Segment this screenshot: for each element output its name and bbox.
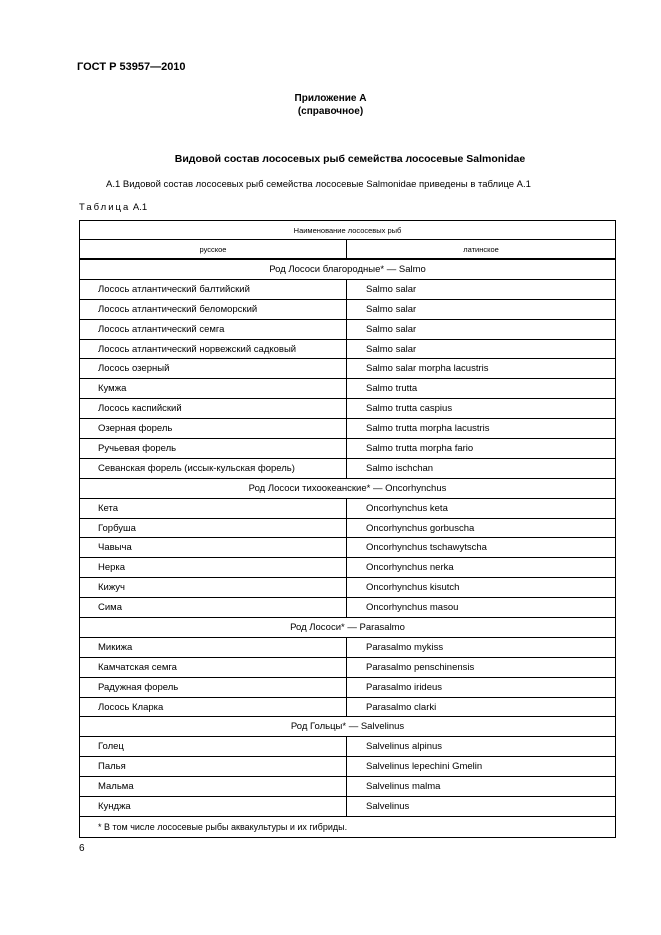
table-row bbox=[80, 458, 616, 478]
group-row bbox=[80, 478, 616, 498]
latin-name-cell: Oncorhynchus keta bbox=[347, 498, 616, 518]
russian-name-cell: Мальма bbox=[80, 777, 347, 797]
latin-name-cell: Salmo trutta caspius bbox=[347, 399, 616, 419]
footnote-row bbox=[80, 816, 616, 837]
table-row bbox=[80, 319, 616, 339]
latin-name-cell: Oncorhynchus gorbuscha bbox=[347, 518, 616, 538]
russian-name-cell: Лосось озерный bbox=[80, 359, 347, 379]
table-row bbox=[80, 399, 616, 419]
russian-name-cell: Озерная форель bbox=[80, 419, 347, 439]
section-title: Видовой состав лососевых рыб семейства лососевые Salmonidae bbox=[174, 153, 526, 165]
column-header-russian: русское bbox=[80, 240, 347, 260]
latin-name-cell: Salmo trutta bbox=[347, 379, 616, 399]
russian-name-cell: Камчатская семга bbox=[80, 657, 347, 677]
table-row bbox=[80, 637, 616, 657]
table-row bbox=[80, 538, 616, 558]
latin-name-cell: Salmo salar bbox=[347, 279, 616, 299]
russian-name-cell: Лосось атлантический норвежский садковый bbox=[80, 339, 347, 359]
table-row bbox=[80, 518, 616, 538]
latin-name-cell: Salmo trutta morpha lacustris bbox=[347, 419, 616, 439]
group-row bbox=[80, 259, 616, 279]
table-header-main: Наименование лососевых рыб bbox=[80, 221, 616, 240]
russian-name-cell: Голец bbox=[80, 737, 347, 757]
intro-paragraph: А.1 Видовой состав лососевых рыб семейства лососевые Salmonidae приведены в таблице А.1 bbox=[106, 179, 531, 190]
table-footnote: * В том числе лососевые рыбы аквакультуры и их гибриды. bbox=[80, 816, 616, 837]
table-row bbox=[80, 339, 616, 359]
russian-name-cell: Севанская форель (иссык-кульская форель) bbox=[80, 458, 347, 478]
russian-name-cell: Палья bbox=[80, 757, 347, 777]
column-header-latin: латинское bbox=[347, 240, 616, 260]
latin-name-cell: Parasalmo clarki bbox=[347, 697, 616, 717]
species-table bbox=[79, 220, 616, 838]
table-row bbox=[80, 359, 616, 379]
table-row bbox=[80, 379, 616, 399]
latin-name-cell: Oncorhynchus masou bbox=[347, 598, 616, 618]
table-row bbox=[80, 757, 616, 777]
page-number: 6 bbox=[79, 843, 85, 854]
russian-name-cell: Сима bbox=[80, 598, 347, 618]
russian-name-cell: Ручьевая форель bbox=[80, 439, 347, 459]
table-row bbox=[80, 299, 616, 319]
table-row bbox=[80, 439, 616, 459]
russian-name-cell: Кумжа bbox=[80, 379, 347, 399]
standard-code: ГОСТ Р 53957—2010 bbox=[77, 61, 186, 73]
appendix-title: Приложение А bbox=[294, 93, 367, 104]
latin-name-cell: Parasalmo irideus bbox=[347, 677, 616, 697]
group-title: Род Гольцы* — Salvelinus bbox=[80, 717, 616, 737]
latin-name-cell: Salmo salar morpha lacustris bbox=[347, 359, 616, 379]
russian-name-cell: Кунджа bbox=[80, 797, 347, 817]
russian-name-cell: Лосось каспийский bbox=[80, 399, 347, 419]
russian-name-cell: Горбуша bbox=[80, 518, 347, 538]
latin-name-cell: Salvelinus malma bbox=[347, 777, 616, 797]
appendix-heading bbox=[0, 92, 661, 118]
russian-name-cell: Радужная форель bbox=[80, 677, 347, 697]
table-caption-number: А.1 bbox=[132, 202, 148, 213]
table-row bbox=[80, 677, 616, 697]
latin-name-cell: Salmo trutta morpha fario bbox=[347, 439, 616, 459]
russian-name-cell: Микижа bbox=[80, 637, 347, 657]
table-row bbox=[80, 777, 616, 797]
group-title: Род Лососи* — Parasalmo bbox=[80, 618, 616, 638]
table-row bbox=[80, 419, 616, 439]
latin-name-cell: Salmo ischchan bbox=[347, 458, 616, 478]
latin-name-cell: Salmo salar bbox=[347, 299, 616, 319]
latin-name-cell: Oncorhynchus kisutch bbox=[347, 578, 616, 598]
latin-name-cell: Salmo salar bbox=[347, 339, 616, 359]
table-row bbox=[80, 737, 616, 757]
latin-name-cell: Parasalmo penschinensis bbox=[347, 657, 616, 677]
table-row bbox=[80, 578, 616, 598]
appendix-subtitle: (справочное) bbox=[297, 106, 364, 117]
group-row bbox=[80, 717, 616, 737]
table-row bbox=[80, 697, 616, 717]
russian-name-cell: Кета bbox=[80, 498, 347, 518]
table-row bbox=[80, 279, 616, 299]
russian-name-cell: Нерка bbox=[80, 558, 347, 578]
group-title: Род Лососи тихоокеанские* — Oncorhynchus bbox=[80, 478, 616, 498]
group-title: Род Лососи благородные* — Salmo bbox=[80, 259, 616, 279]
table-row bbox=[80, 657, 616, 677]
table-caption-word: Таблица bbox=[79, 202, 131, 213]
group-row bbox=[80, 618, 616, 638]
latin-name-cell: Salmo salar bbox=[347, 319, 616, 339]
russian-name-cell: Лосось атлантический семга bbox=[80, 319, 347, 339]
latin-name-cell: Oncorhynchus nerka bbox=[347, 558, 616, 578]
table-row bbox=[80, 558, 616, 578]
table-row bbox=[80, 797, 616, 817]
table-row bbox=[80, 598, 616, 618]
latin-name-cell: Parasalmo mykiss bbox=[347, 637, 616, 657]
russian-name-cell: Кижуч bbox=[80, 578, 347, 598]
table-caption bbox=[79, 202, 147, 213]
latin-name-cell: Salvelinus lepechini Gmelin bbox=[347, 757, 616, 777]
russian-name-cell: Лосось Кларка bbox=[80, 697, 347, 717]
table-row bbox=[80, 498, 616, 518]
russian-name-cell: Лосось атлантический балтийский bbox=[80, 279, 347, 299]
latin-name-cell: Salvelinus bbox=[347, 797, 616, 817]
latin-name-cell: Salvelinus alpinus bbox=[347, 737, 616, 757]
latin-name-cell: Oncorhynchus tschawytscha bbox=[347, 538, 616, 558]
russian-name-cell: Лосось атлантический беломорский bbox=[80, 299, 347, 319]
russian-name-cell: Чавыча bbox=[80, 538, 347, 558]
